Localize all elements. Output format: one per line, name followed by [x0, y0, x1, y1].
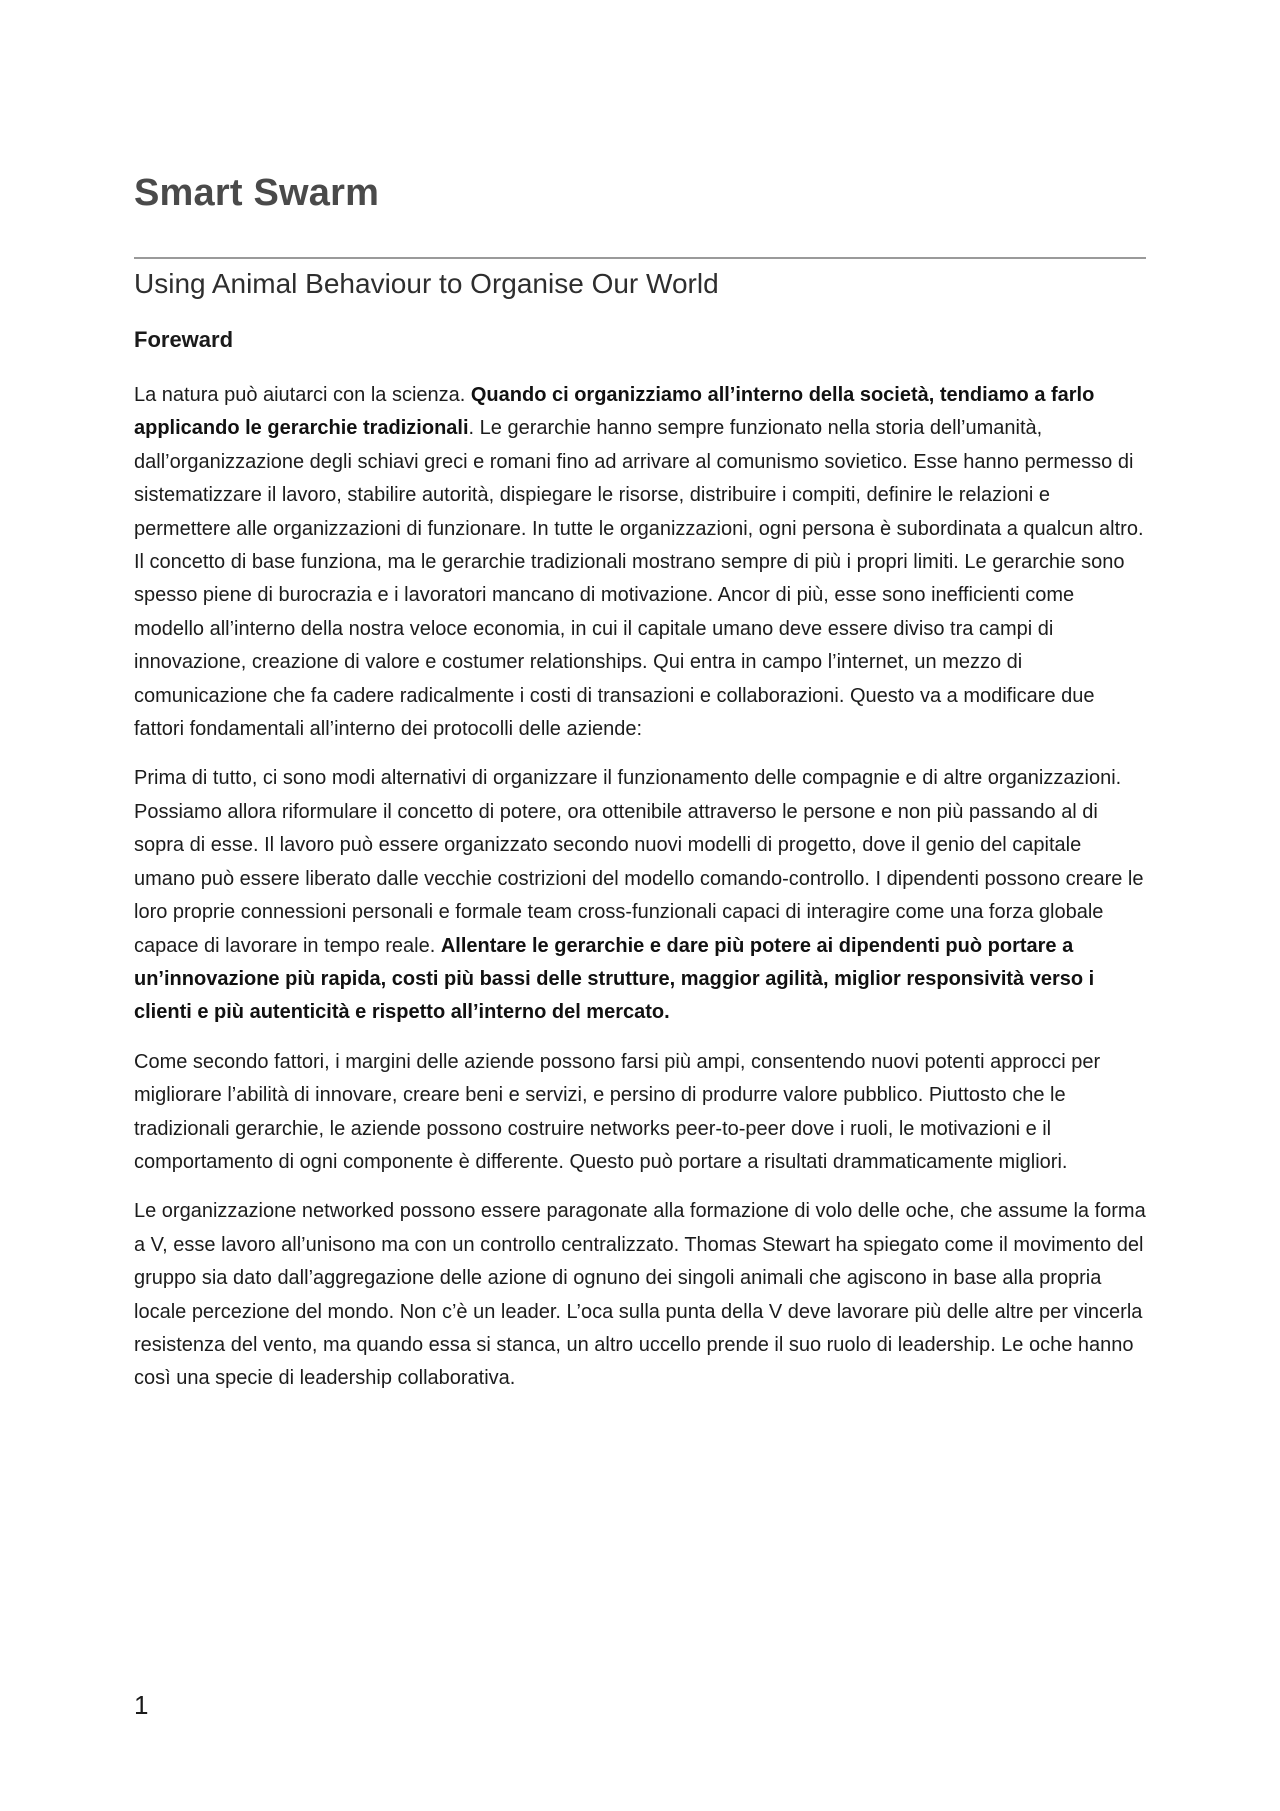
document-body — [134, 379, 1146, 1412]
document-subtitle: Using Animal Behaviour to Organise Our World — [134, 268, 719, 299]
paragraph-4-text: Le organizzazione networked possono essere paragonate alla formazione di volo delle oche, che assume la forma a V, esse lavoro all’unisono ma con un controllo centralizzato. Thomas Stewart ha spiegato come il movimento del gruppo sia dato dall’aggregazione delle azione di ognuno dei singoli animali che agiscono in base alla propria locale percezione del mondo. Non c’è un leader. L’oca sulla punta della V deve lavorare più delle altre per vincerla resistenza del vento, ma quando essa si stanca, un altro uccello prende il suo ruolo di leadership. Le oche hanno così una specie di leadership collaborativa. — [134, 1200, 1146, 1390]
paragraph-4 — [134, 1195, 1146, 1395]
paragraph-2-bold-text: Allentare le gerarchie e dare più potere ai dipendenti può portare a un’innovazione più rapida, costi più bassi delle strutture, maggior agilità, miglior responsività verso i clienti e più autenticità e rispetto all’interno del mercato. — [134, 934, 1095, 1024]
paragraph-1 — [134, 379, 1146, 746]
document-title: Smart Swarm — [134, 172, 380, 214]
paragraph-1-text-end: . Le gerarchie hanno sempre funzionato nella storia dell’umanità, dall’organizzazione degli schiavi greci e romani fino ad arrivare al comunismo sovietico. Esse hanno permesso di sistematizzare il lavoro, stabilire autorità, dispiegare le risorse, distribuire i compiti, definire le relazioni e permettere alle organizzazioni di funzionare. In tutte le organizzazioni, ogni persona è subordinata a qualcun altro. Il concetto di base funziona, ma le gerarchie tradizionali mostrano sempre di più i propri limiti. Le gerarchie sono spesso piene di burocrazia e i lavoratori mancano di motivazione. Ancor di più, esse sono inefficienti come modello all’interno della nostra veloce economia, in cui il capitale umano deve essere diviso tra campi di innovazione, creazione di valore e costumer relationships. Qui entra in campo l’internet, un mezzo di comunicazione che fa cadere radicalmente i costi di transazioni e collaborazioni. Questo va a modificare due fattori fondamentali all’interno dei protocolli delle aziende: — [134, 417, 1144, 741]
page-number: 1 — [134, 1690, 149, 1720]
title-divider — [134, 257, 1146, 259]
paragraph-1-text-start: La natura può aiutarci con la scienza. — [134, 384, 471, 406]
paragraph-1-bold-text: Quando ci organizziamo all’interno della società, tendiamo a farlo applicando le gerarchie tradizionali — [134, 384, 1095, 440]
paragraph-2-text: Prima di tutto, ci sono modi alternativi di organizzare il funzionamento delle compagnie e di altre organizzazioni. Possiamo allora riformulare il concetto di potere, ora ottenibile attraverso le persone e non più passando al di sopra di esse. Il lavoro può essere organizzato secondo nuovi modelli di progetto, dove il genio del capitale umano può essere liberato dalle vecchie costrizioni del modello comando-controllo. I dipendenti possono creare le loro proprie connessioni personali e formale team cross-funzionali capaci di interagire come una forza globale capace di lavorare in tempo reale. — [134, 767, 1144, 957]
paragraph-3-text: Come secondo fattori, i margini delle aziende possono farsi più ampi, consentendo nuovi potenti approcci per migliorare l’abilità di innovare, creare beni e servizi, e persino di produrre valore pubblico. Piuttosto che le tradizionali gerarchie, le aziende possono costruire networks peer-to-peer dove i ruoli, le motivazioni e il comportamento di ogni componente è differente. Questo può portare a risultati drammaticamente migliori. — [134, 1050, 1101, 1173]
paragraph-2 — [134, 762, 1146, 1029]
section-heading: Foreward — [134, 327, 234, 352]
paragraph-3 — [134, 1046, 1146, 1180]
